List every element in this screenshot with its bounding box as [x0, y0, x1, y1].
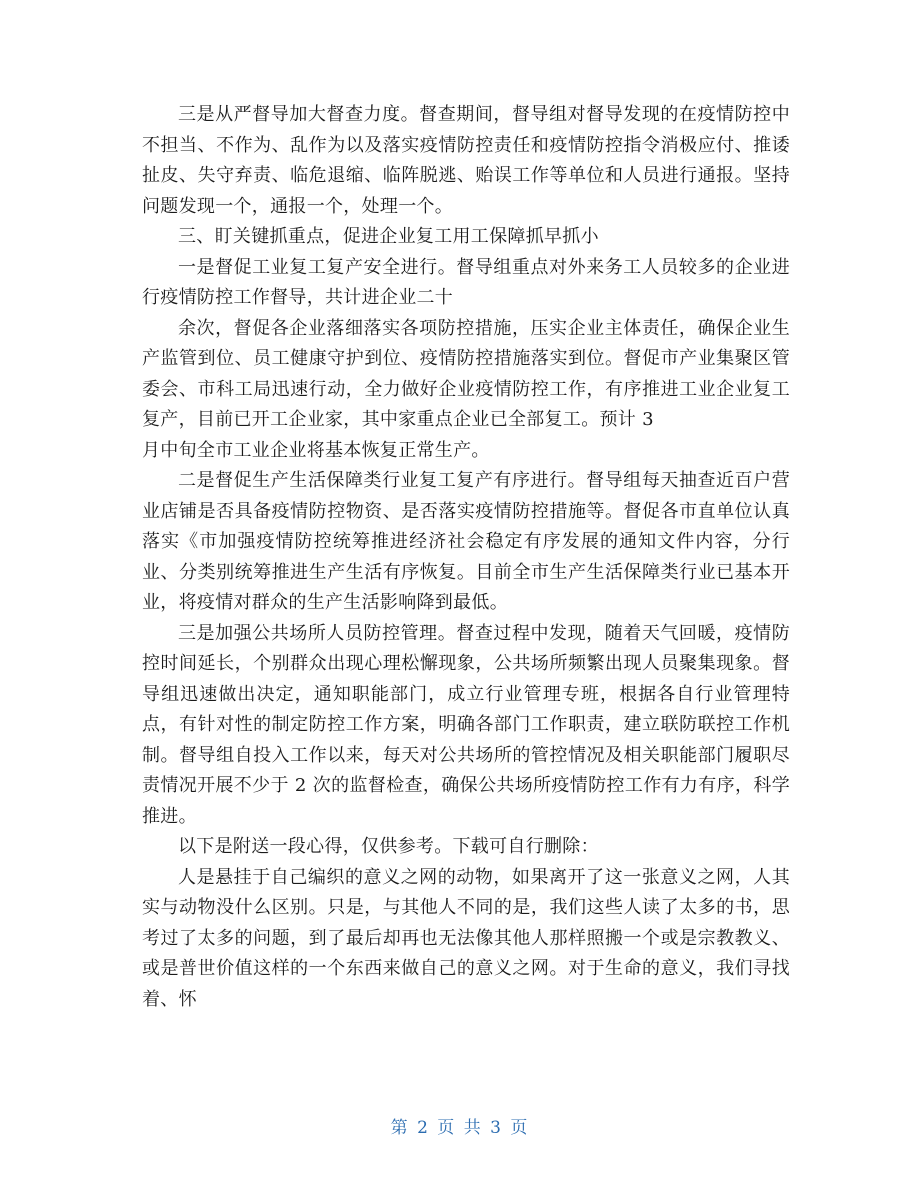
- paragraph-production-recovery: 月中旬全市工业企业将基本恢复正常生产。: [142, 439, 490, 461]
- paragraph-supervision: 三是从严督导加大督查力度。督查期间，督导组对督导发现的在疫情防控中不担当、不作为、乱作为以及落实疫情防控责任和疫情防控指令消极应付、推诿扯皮、失守弃责、临危退缩、临阵脱逃、贻误工作等单位和人员进行通报。坚持问题发现一个，通报一个，处理一个。: [142, 104, 790, 217]
- paragraph-enterprise-measures: 余次，督促各企业落细落实各项防控措施，压实企业主体责任，确保企业生产监管到位、员工健康守护到位、疫情防控措施落实到位。督促市产业集聚区管委会、市科工局迅速行动，全力做好企业疫情防控工作，有序推进工业企业复工复产，目前已开工企业家，其中家重点企业已全部复工。预计 3: [142, 317, 790, 430]
- paragraph-industry-resumption: 一是督促工业复工复产安全进行。督导组重点对外来务工人员较多的企业进行疫情防控工作督导，共计进企业二十: [142, 256, 790, 308]
- paragraph-living-services: 二是督促生产生活保障类行业复工复产有序进行。督导组每天抽查近百户营业店铺是否具备疫情防控物资、是否落实疫情防控措施等。督促各市直单位认真落实《市加强疫情防控统筹推进经济社会稳定有序发展的通知文件内容，分行业、分类别统筹推进生产生活有序恢复。目前全市生产生活保障类行业已基本开业，将疫情对群众的生产生活影响降到最低。: [142, 470, 790, 613]
- section-heading-3: 三、盯关键抓重点，促进企业复工用工保障抓早抓小: [178, 226, 599, 247]
- paragraph-appendix-note: 以下是附送一段心得，仅供参考。下载可自行删除：: [178, 836, 599, 857]
- paragraph-public-places: 三是加强公共场所人员防控管理。督查过程中发现，随着天气回暖，疫情防控时间延长，个别群众出现心理松懈现象，公共场所频繁出现人员聚集现象。督导组迅速做出决定，通知职能部门，成立行业管理专班，根据各自行业管理特点，有针对性的制定防控工作方案，明确各部门工作职责，建立联防联控工作机制。督导组自投入工作以来，每天对公共场所的管控情况及相关职能部门履职尽责情况开展不少于 2 次的监督检查，确保公共场所疫情防控工作有力有序，科学推进。: [142, 622, 790, 827]
- document-body: [142, 100, 790, 1015]
- paragraph-reflection: 人是悬挂于自己编织的意义之网的动物，如果离开了这一张意义之网，人其实与动物没什么区别。只是，与其他人不同的是，我们这些人读了太多的书，思考过了太多的问题，到了最后却再也无法像其他人那样照搬一个或是宗教教义、或是普世价值这样的一个东西来做自己的意义之网。对于生命的意义，我们寻找着、怀: [142, 866, 790, 1010]
- page-number-footer: 第 2 页 共 3 页: [390, 1118, 530, 1138]
